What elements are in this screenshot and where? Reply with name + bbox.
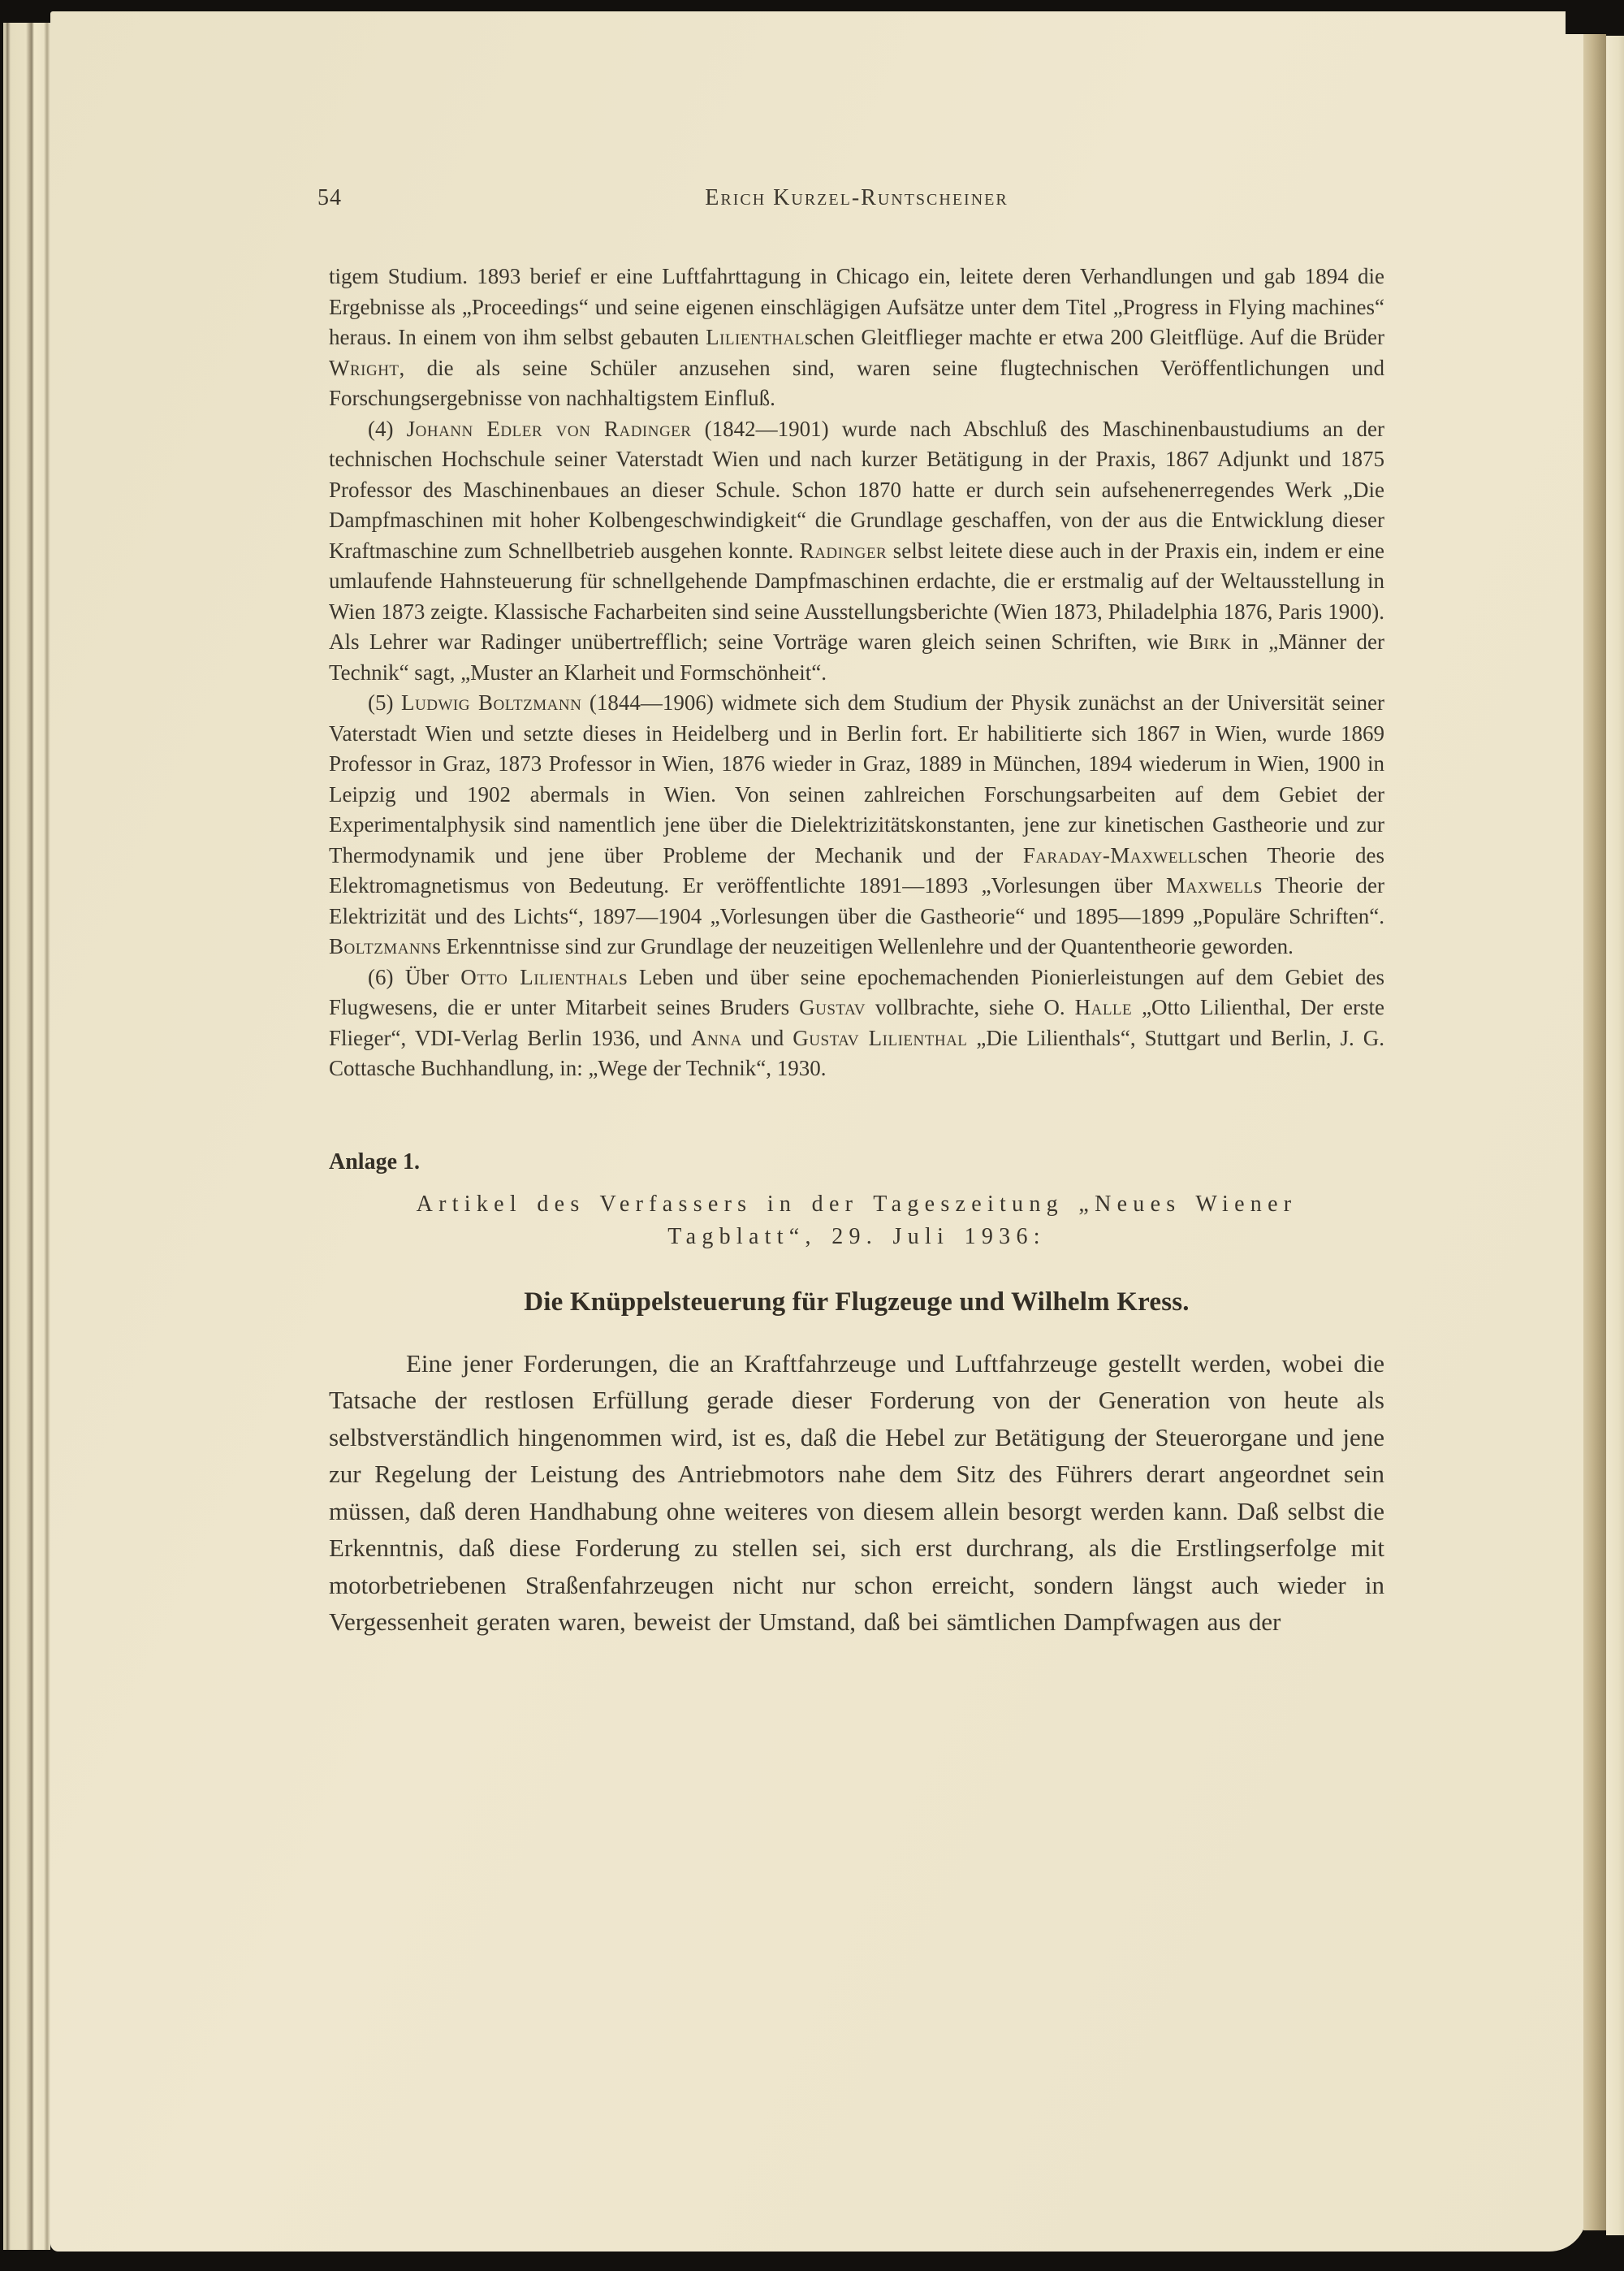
next-page-edge xyxy=(1606,36,1624,2235)
article-body xyxy=(329,1345,1384,1641)
text-block xyxy=(317,185,1385,1641)
footnotes xyxy=(329,262,1384,1084)
article-paragraph: Eine jener Forderungen, die an Kraftfahrzeuge und Luftfahrzeuge gestellt werden, wobei die Tatsache der restlosen Erfüllung gerade dieser Forderung von der Generation von heute als selbstverständlich hingenommen wird, ist es, daß die Hebel zur Betätigung der Steuerorgane und jene zur Regelung der Leistung des Antriebmotors nahe dem Sitz des Führers derart angeordnet sein müssen, daß deren Handhabung ohne weiteres von diesem allein besorgt werden kann. Daß selbst die Erkenntnis, daß diese Forderung zu stellen sei, sich erst durchrang, als die Erstlingserfolge mit motorbetriebenen Straßenfahrzeugen nicht nur schon erreicht, sondern längst auch wieder in Vergessenheit geraten waren, beweist der Umstand, daß bei sämtlichen Dampfwagen aus der xyxy=(329,1348,1384,1636)
person-name: Boltzmann xyxy=(329,934,433,958)
person-name: Radinger xyxy=(799,538,888,563)
footnote-paragraph xyxy=(329,688,1384,962)
footnote-text: schen Gleitflieger machte er etwa 200 Gleitflüge. Auf die Brüder xyxy=(804,325,1384,349)
footnote-text: (6) Über xyxy=(368,964,461,989)
person-name: Wright xyxy=(329,355,400,380)
footnote-text: vollbrachte, siehe O. xyxy=(865,995,1075,1019)
page-number: 54 xyxy=(317,185,342,210)
footnote-text: s Erkenntnisse sind zur Grundlage der neuzeitigen Wellenlehre und der Quantentheorie geworden. xyxy=(432,934,1294,958)
footnote-text: und xyxy=(741,1025,793,1050)
person-name: Johann Edler von Radinger xyxy=(406,416,692,441)
footnote-text: (4) xyxy=(368,416,407,441)
footnote-text: „Die Lilienthals“, Stuttgart und Berlin, J. G. Cottasche Buchhandlung, in: „Wege der Technik“, 1930. xyxy=(329,1025,1384,1080)
person-name: Gustav xyxy=(799,995,866,1019)
footnote-text: „Otto Lilienthal, Der erste Flieger“, VDI-Verlag Berlin 1936, und xyxy=(329,995,1384,1050)
footnote-text: tigem Studium. 1893 berief er eine Luftfahrttagung in Chicago ein, leitete deren Verhandlungen und gab 1894 die Ergebnisse als „Proceedings“ und seine eigenen einschlägigen Aufsätze unter dem Titel „Progress in Flying machines“ heraus. In einem von ihm selbst gebauten xyxy=(329,264,1384,349)
article-heading: Die Knüppelsteuerung für Flugzeuge und Wilhelm Kress. xyxy=(524,1287,1190,1317)
footnote-text: (1844—1906) widmete sich dem Studium der Physik zunächst an der Universität seiner Vaterstadt Wien und setzte dieses in Heidelberg und in Berlin fort. Er habilitierte sich 1867 in Wien, wurde 1869 Professor in Graz, 1873 Professor in Wien, 1876 wieder in Graz, 1889 in München, 1894 wiederum in Wien, 1900 in Leipzig und 1902 abermals in Wien. Von seinen zahlreichen Forschungsarbeiten auf dem Gebiet der Experimentalphysik sind namentlich jene über die Dielektrizitätskonstanten, jene zur kinetischen Gastheorie und zur Thermodynamik und jene über Probleme der Mechanik und der xyxy=(329,690,1384,867)
book-page xyxy=(50,11,1587,2252)
footnote-text: s Leben und über seine epochemachenden Pionierleistungen auf dem Gebiet des Flugwesens, die er unter Mitarbeit seines Bruders xyxy=(329,964,1385,1019)
anlage-subtitle-line-1: Artikel des Verfassers in der Tageszeitung „Neues Wiener xyxy=(416,1191,1298,1217)
anlage-subtitle xyxy=(329,1188,1384,1253)
person-name: Gustav Lilienthal xyxy=(793,1025,968,1050)
person-name: Anna xyxy=(691,1025,742,1050)
person-name: Ludwig Boltzmann xyxy=(401,690,582,715)
footnote-text: s Theorie der Elektrizität und des Lichts“, 1897—1904 „Vorlesungen über die Gastheorie“ und 1895—1899 „Populäre Schriften“. xyxy=(329,873,1384,928)
person-name: Maxwell xyxy=(1165,873,1254,898)
person-name: Birk xyxy=(1188,629,1232,654)
footnote-paragraph xyxy=(329,962,1384,1084)
running-title: Erich Kurzel-Runtscheiner xyxy=(705,185,1009,210)
footnote-text: in „Männer der Technik“ sagt, „Muster an Klarheit und Formschönheit“. xyxy=(329,629,1384,685)
person-name: Faraday-Maxwell xyxy=(1022,842,1199,867)
scan-corner-shadow xyxy=(1566,0,1624,34)
book-page-stack-edges xyxy=(3,23,50,2250)
footnote-text: , die als seine Schüler anzusehen sind, waren seine flugtechnischen Veröffentlichungen und Forschungsergebnisse von nachhaltigstem Einfluß. xyxy=(329,355,1384,410)
person-name: Lilienthal xyxy=(706,325,805,349)
footnote-text: (1842—1901) wurde nach Abschluß des Maschinenbaustudiums an der technischen Hochschule seiner Vaterstadt Wien und nach kurzer Betätigung in der Praxis, 1867 Adjunkt und 1875 Professor des Maschinenbaues an dieser Schule. Schon 1870 hatte er durch sein aufsehenerregendes Werk „Die Dampfmaschinen mit hoher Kolbengeschwindigkeit“ die Grundlage geschaffen, von der aus die Entwicklung dieser Kraftmaschine zum Schnellbetrieb ausgehen konnte. xyxy=(329,416,1385,563)
person-name: Halle xyxy=(1074,995,1133,1019)
running-header xyxy=(317,185,1384,213)
footnote-text: selbst leitete diese auch in der Praxis ein, indem er eine umlaufende Hahnsteuerung für schnellgehende Dampfmaschinen erdachte, die er erstmalig auf der Weltausstellung in Wien 1873 zeigte. Klassische Facharbeiten sind seine Ausstellungsberichte (Wien 1873, Philadelphia 1876, Paris 1900). Als Lehrer war Radinger unübertrefflich; seine Vorträge waren gleich seinen Schriften, wie xyxy=(329,538,1385,654)
footnote-paragraph xyxy=(329,414,1384,689)
person-name: Otto Lilienthal xyxy=(460,964,619,989)
anlage-label: Anlage 1. xyxy=(329,1148,420,1174)
book-gutter-fold xyxy=(1583,32,1606,2230)
footnote-paragraph xyxy=(329,262,1384,414)
anlage-subtitle-line-2: Tagblatt“, 29. Juli 1936: xyxy=(667,1223,1046,1249)
footnote-text: (5) xyxy=(368,690,402,715)
footnote-text: schen Theorie des Elektromagnetismus von Bedeutung. Er veröffentlichte 1891—1893 „Vorlesungen über xyxy=(329,842,1384,898)
